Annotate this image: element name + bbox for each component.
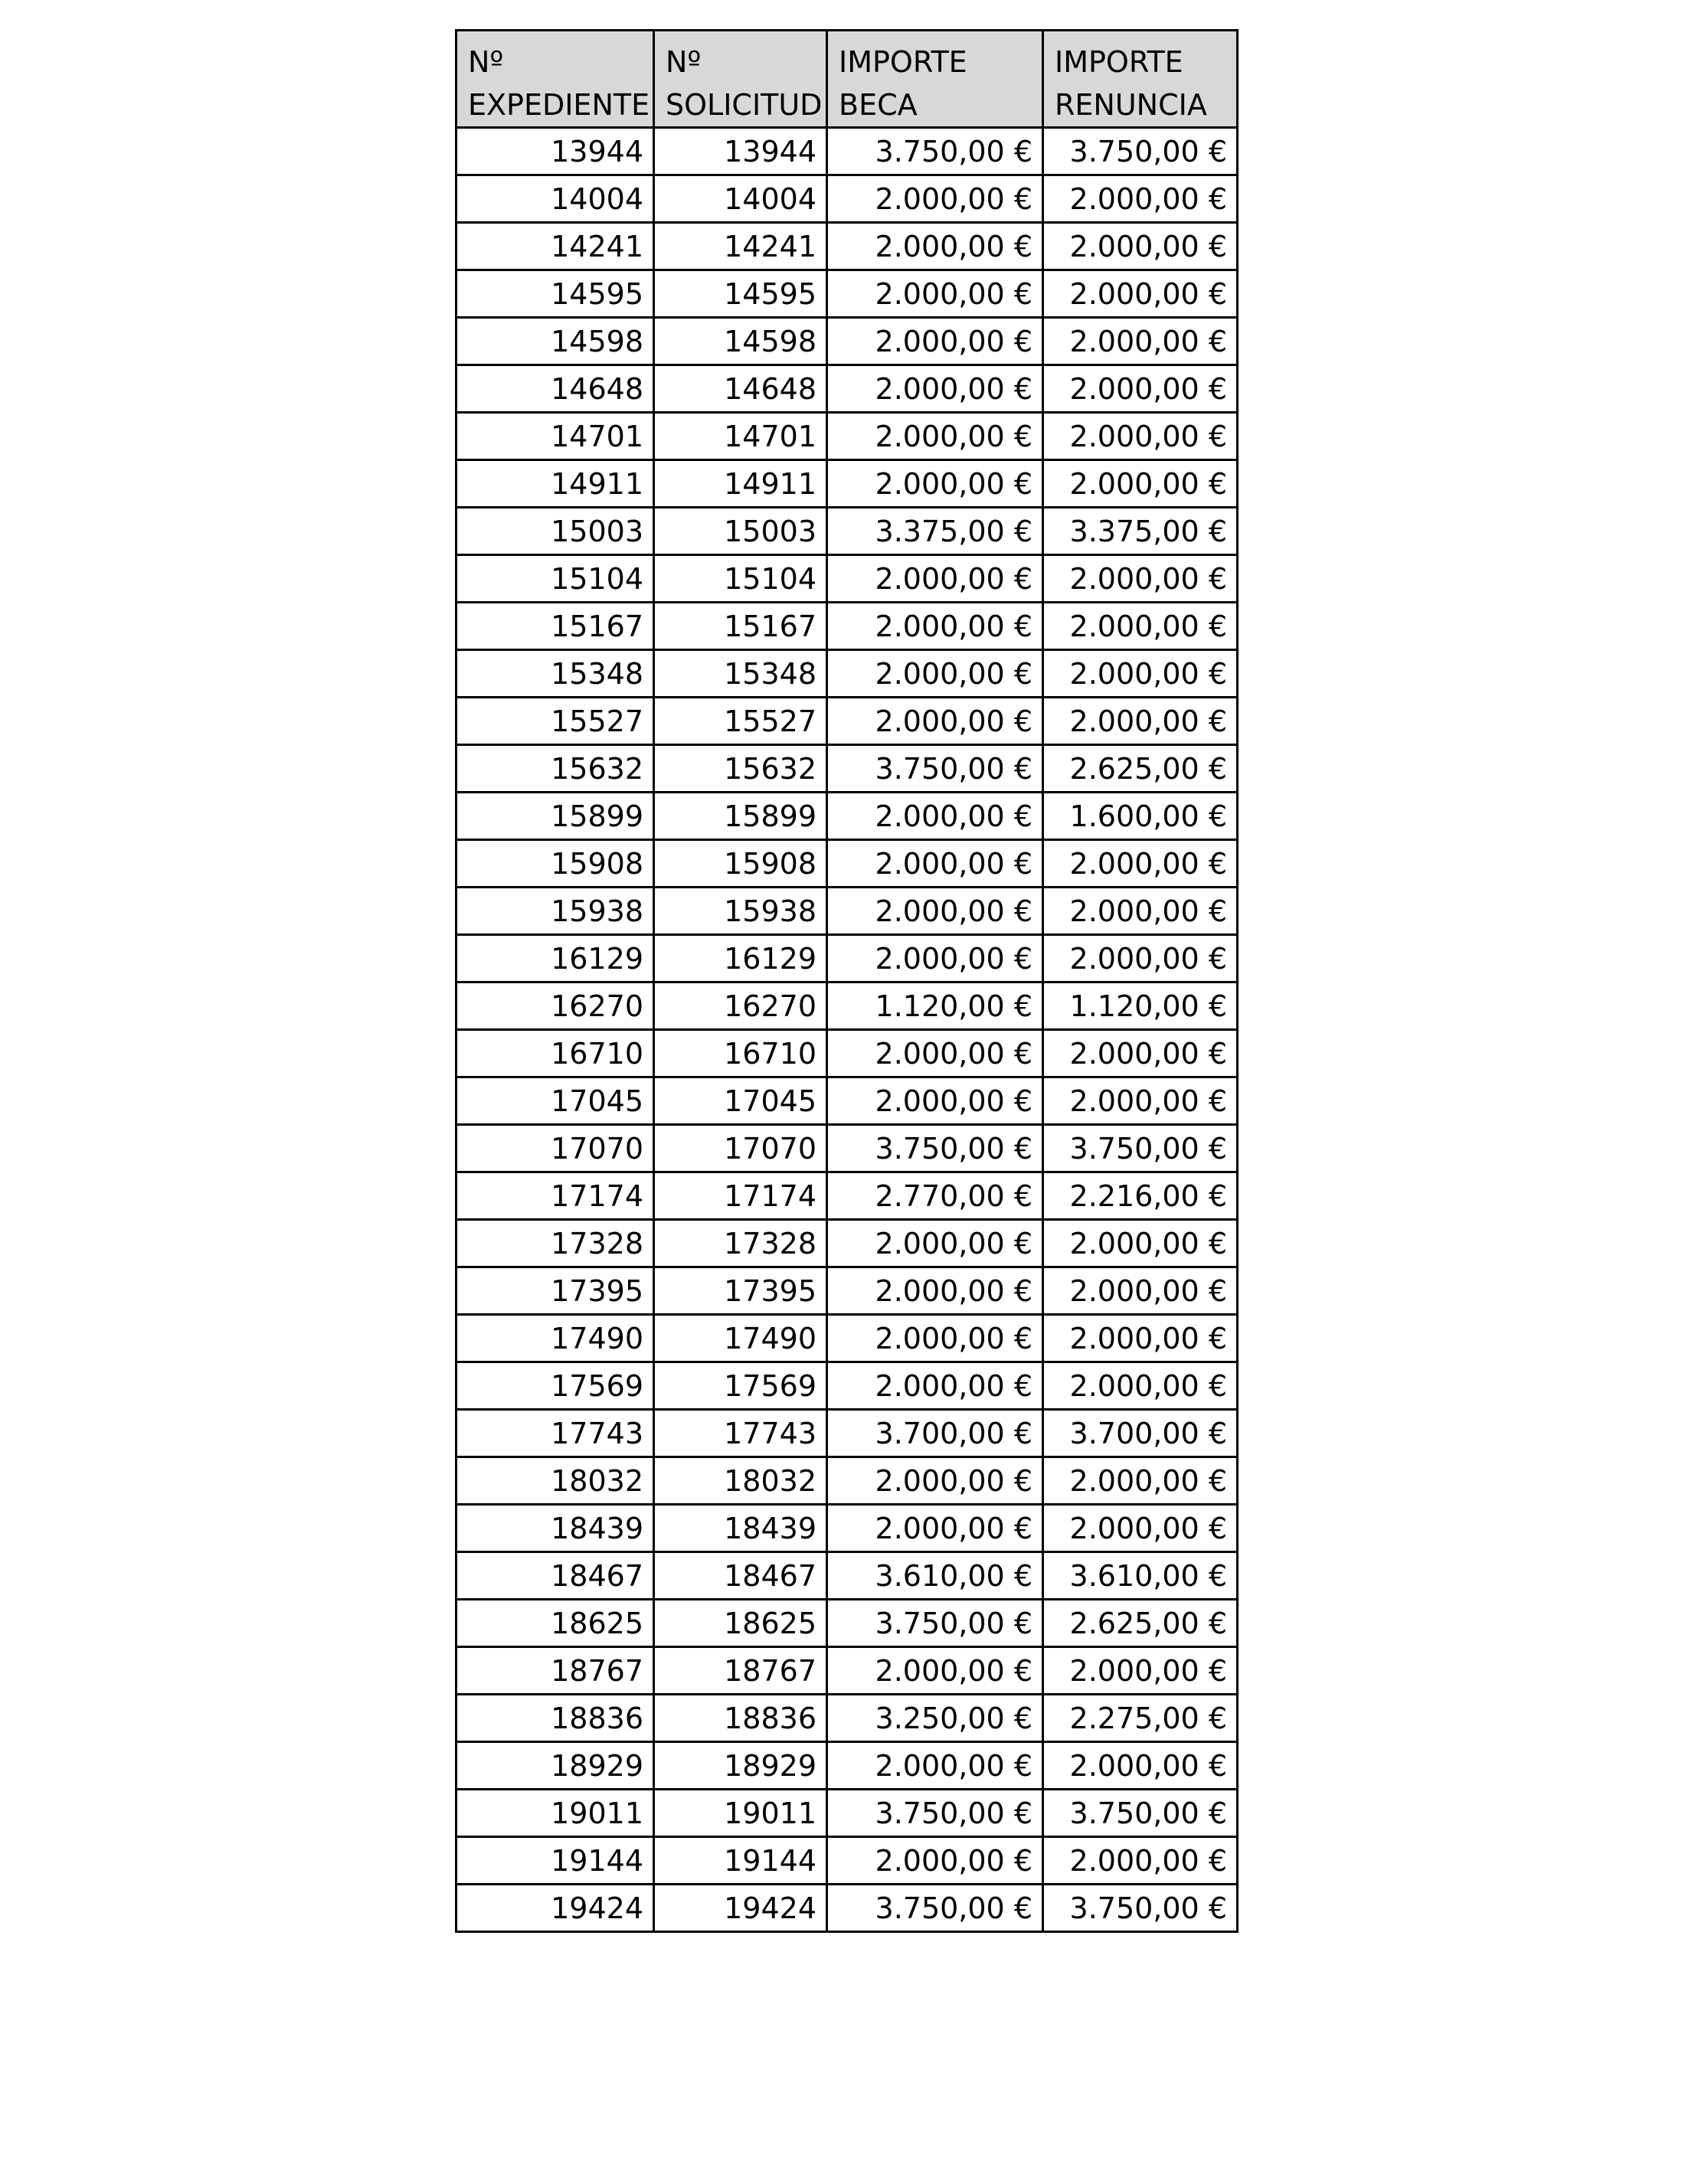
- cell-expediente: 18032: [456, 1457, 654, 1505]
- header-solicitud: [654, 31, 827, 128]
- cell-solicitud: 17174: [654, 1172, 827, 1220]
- cell-importe-beca: 3.700,00 €: [827, 1410, 1043, 1457]
- cell-expediente: 18836: [456, 1695, 654, 1742]
- cell-solicitud: 15632: [654, 745, 827, 793]
- cell-expediente: 17328: [456, 1220, 654, 1267]
- renuncias-table: [455, 29, 1239, 1933]
- cell-importe-beca: 3.750,00 €: [827, 128, 1043, 175]
- cell-importe-beca: 2.000,00 €: [827, 650, 1043, 698]
- cell-importe-renuncia: 3.750,00 €: [1043, 1790, 1238, 1837]
- cell-importe-renuncia: 2.000,00 €: [1043, 1837, 1238, 1885]
- table-row: [456, 1077, 1238, 1125]
- cell-solicitud: 15003: [654, 508, 827, 555]
- cell-expediente: 16129: [456, 935, 654, 982]
- cell-expediente: 19011: [456, 1790, 654, 1837]
- cell-expediente: 18767: [456, 1647, 654, 1695]
- table-row: [456, 460, 1238, 508]
- cell-importe-beca: 2.000,00 €: [827, 175, 1043, 223]
- cell-expediente: 17070: [456, 1125, 654, 1172]
- cell-importe-renuncia: 2.275,00 €: [1043, 1695, 1238, 1742]
- cell-importe-beca: 3.750,00 €: [827, 745, 1043, 793]
- table-row: [456, 745, 1238, 793]
- cell-importe-beca: 3.375,00 €: [827, 508, 1043, 555]
- cell-importe-renuncia: 2.000,00 €: [1043, 460, 1238, 508]
- table-row: [456, 413, 1238, 460]
- cell-expediente: 18467: [456, 1552, 654, 1600]
- cell-importe-beca: 2.000,00 €: [827, 603, 1043, 650]
- cell-expediente: 16270: [456, 982, 654, 1030]
- table-row: [456, 1790, 1238, 1837]
- cell-importe-renuncia: 2.625,00 €: [1043, 745, 1238, 793]
- table-row: [456, 175, 1238, 223]
- cell-solicitud: 16710: [654, 1030, 827, 1077]
- cell-importe-beca: 2.000,00 €: [827, 1837, 1043, 1885]
- table-row: [456, 223, 1238, 270]
- cell-expediente: 15908: [456, 840, 654, 888]
- header-importe-beca-line1: IMPORTE: [839, 45, 967, 79]
- cell-solicitud: 14598: [654, 318, 827, 365]
- cell-importe-renuncia: 2.000,00 €: [1043, 698, 1238, 745]
- cell-importe-beca: 2.000,00 €: [827, 840, 1043, 888]
- cell-importe-renuncia: 2.000,00 €: [1043, 1315, 1238, 1362]
- cell-expediente: 15104: [456, 555, 654, 603]
- table-row: [456, 1267, 1238, 1315]
- header-importe-renuncia-line1: IMPORTE: [1055, 45, 1183, 79]
- cell-importe-beca: 2.000,00 €: [827, 698, 1043, 745]
- cell-expediente: 14648: [456, 365, 654, 413]
- cell-expediente: 14701: [456, 413, 654, 460]
- cell-importe-beca: 2.000,00 €: [827, 1505, 1043, 1552]
- table-row: [456, 1362, 1238, 1410]
- cell-importe-beca: 2.000,00 €: [827, 555, 1043, 603]
- cell-importe-renuncia: 2.000,00 €: [1043, 555, 1238, 603]
- cell-solicitud: 14648: [654, 365, 827, 413]
- cell-importe-renuncia: 3.610,00 €: [1043, 1552, 1238, 1600]
- cell-solicitud: 14911: [654, 460, 827, 508]
- cell-importe-beca: 2.000,00 €: [827, 1077, 1043, 1125]
- cell-importe-beca: 3.750,00 €: [827, 1790, 1043, 1837]
- header-importe-renuncia-line2: RENUNCIA: [1055, 88, 1207, 122]
- table-row: [456, 1837, 1238, 1885]
- cell-expediente: 18625: [456, 1600, 654, 1647]
- cell-solicitud: 14004: [654, 175, 827, 223]
- cell-importe-beca: 2.000,00 €: [827, 1220, 1043, 1267]
- table-row: [456, 555, 1238, 603]
- cell-expediente: 18929: [456, 1742, 654, 1790]
- cell-solicitud: 15899: [654, 793, 827, 840]
- table-row: [456, 1505, 1238, 1552]
- cell-solicitud: 18467: [654, 1552, 827, 1600]
- table-row: [456, 1600, 1238, 1647]
- table-row: [456, 1647, 1238, 1695]
- cell-expediente: 15167: [456, 603, 654, 650]
- cell-expediente: 13944: [456, 128, 654, 175]
- cell-importe-renuncia: 2.000,00 €: [1043, 365, 1238, 413]
- cell-expediente: 17045: [456, 1077, 654, 1125]
- cell-expediente: 15527: [456, 698, 654, 745]
- cell-importe-renuncia: 2.000,00 €: [1043, 413, 1238, 460]
- cell-expediente: 14241: [456, 223, 654, 270]
- cell-importe-renuncia: 2.000,00 €: [1043, 603, 1238, 650]
- cell-solicitud: 17328: [654, 1220, 827, 1267]
- header-expediente-line2: EXPEDIENTE: [468, 88, 650, 122]
- table-row: [456, 935, 1238, 982]
- cell-importe-renuncia: 2.000,00 €: [1043, 1077, 1238, 1125]
- cell-importe-beca: 2.000,00 €: [827, 1457, 1043, 1505]
- header-expediente: [456, 31, 654, 128]
- cell-solicitud: 14701: [654, 413, 827, 460]
- header-solicitud-line2: SOLICITUD: [666, 88, 823, 122]
- cell-importe-renuncia: 2.000,00 €: [1043, 1647, 1238, 1695]
- cell-importe-beca: 2.000,00 €: [827, 318, 1043, 365]
- cell-importe-beca: 3.250,00 €: [827, 1695, 1043, 1742]
- cell-importe-beca: 2.000,00 €: [827, 413, 1043, 460]
- cell-importe-beca: 2.000,00 €: [827, 460, 1043, 508]
- table-row: [456, 1030, 1238, 1077]
- cell-solicitud: 19424: [654, 1885, 827, 1932]
- table-row: [456, 650, 1238, 698]
- cell-importe-renuncia: 2.000,00 €: [1043, 1220, 1238, 1267]
- cell-importe-beca: 2.000,00 €: [827, 1030, 1043, 1077]
- cell-solicitud: 18439: [654, 1505, 827, 1552]
- cell-importe-beca: 3.750,00 €: [827, 1125, 1043, 1172]
- header-importe-renuncia: [1043, 31, 1238, 128]
- cell-importe-beca: 2.000,00 €: [827, 793, 1043, 840]
- table-row: [456, 840, 1238, 888]
- table-row: [456, 603, 1238, 650]
- table-row: [456, 1885, 1238, 1932]
- cell-expediente: 16710: [456, 1030, 654, 1077]
- cell-solicitud: 14595: [654, 270, 827, 318]
- cell-importe-beca: 2.000,00 €: [827, 223, 1043, 270]
- cell-importe-renuncia: 2.000,00 €: [1043, 1505, 1238, 1552]
- cell-importe-renuncia: 3.750,00 €: [1043, 1885, 1238, 1932]
- cell-importe-renuncia: 3.750,00 €: [1043, 1125, 1238, 1172]
- cell-solicitud: 17743: [654, 1410, 827, 1457]
- cell-expediente: 14595: [456, 270, 654, 318]
- cell-importe-renuncia: 2.000,00 €: [1043, 888, 1238, 935]
- cell-importe-beca: 2.000,00 €: [827, 1267, 1043, 1315]
- cell-importe-renuncia: 2.000,00 €: [1043, 1267, 1238, 1315]
- cell-solicitud: 17395: [654, 1267, 827, 1315]
- cell-importe-renuncia: 3.700,00 €: [1043, 1410, 1238, 1457]
- cell-solicitud: 18836: [654, 1695, 827, 1742]
- table-row: [456, 1552, 1238, 1600]
- table-row: [456, 1695, 1238, 1742]
- cell-solicitud: 15527: [654, 698, 827, 745]
- cell-solicitud: 14241: [654, 223, 827, 270]
- cell-expediente: 17569: [456, 1362, 654, 1410]
- table-row: [456, 1125, 1238, 1172]
- cell-solicitud: 13944: [654, 128, 827, 175]
- cell-importe-renuncia: 2.625,00 €: [1043, 1600, 1238, 1647]
- cell-expediente: 19424: [456, 1885, 654, 1932]
- cell-importe-renuncia: 2.000,00 €: [1043, 223, 1238, 270]
- cell-importe-renuncia: 2.000,00 €: [1043, 1742, 1238, 1790]
- table-row: [456, 1410, 1238, 1457]
- cell-solicitud: 17070: [654, 1125, 827, 1172]
- cell-expediente: 17174: [456, 1172, 654, 1220]
- table-row: [456, 318, 1238, 365]
- cell-expediente: 15632: [456, 745, 654, 793]
- cell-importe-renuncia: 2.000,00 €: [1043, 1030, 1238, 1077]
- cell-expediente: 15348: [456, 650, 654, 698]
- cell-solicitud: 18032: [654, 1457, 827, 1505]
- table-row: [456, 793, 1238, 840]
- cell-expediente: 14598: [456, 318, 654, 365]
- cell-importe-renuncia: 1.120,00 €: [1043, 982, 1238, 1030]
- cell-importe-renuncia: 2.216,00 €: [1043, 1172, 1238, 1220]
- cell-solicitud: 15104: [654, 555, 827, 603]
- cell-importe-renuncia: 2.000,00 €: [1043, 935, 1238, 982]
- cell-expediente: 14911: [456, 460, 654, 508]
- cell-solicitud: 15908: [654, 840, 827, 888]
- cell-expediente: 14004: [456, 175, 654, 223]
- cell-solicitud: 18625: [654, 1600, 827, 1647]
- cell-importe-beca: 3.750,00 €: [827, 1885, 1043, 1932]
- cell-solicitud: 17569: [654, 1362, 827, 1410]
- table-row: [456, 1172, 1238, 1220]
- cell-importe-renuncia: 2.000,00 €: [1043, 1457, 1238, 1505]
- cell-importe-beca: 2.000,00 €: [827, 270, 1043, 318]
- cell-importe-beca: 2.770,00 €: [827, 1172, 1043, 1220]
- cell-solicitud: 17045: [654, 1077, 827, 1125]
- cell-expediente: 18439: [456, 1505, 654, 1552]
- table-row: [456, 128, 1238, 175]
- cell-importe-renuncia: 2.000,00 €: [1043, 1362, 1238, 1410]
- cell-expediente: 19144: [456, 1837, 654, 1885]
- cell-importe-renuncia: 3.375,00 €: [1043, 508, 1238, 555]
- cell-importe-beca: 2.000,00 €: [827, 1742, 1043, 1790]
- cell-solicitud: 16129: [654, 935, 827, 982]
- cell-importe-renuncia: 2.000,00 €: [1043, 650, 1238, 698]
- cell-importe-beca: 2.000,00 €: [827, 1315, 1043, 1362]
- table-row: [456, 1457, 1238, 1505]
- cell-importe-renuncia: 3.750,00 €: [1043, 128, 1238, 175]
- cell-importe-beca: 2.000,00 €: [827, 365, 1043, 413]
- table-body: [456, 128, 1238, 1932]
- cell-solicitud: 19144: [654, 1837, 827, 1885]
- table-row: [456, 1742, 1238, 1790]
- table-row: [456, 270, 1238, 318]
- table-row: [456, 698, 1238, 745]
- cell-expediente: 15938: [456, 888, 654, 935]
- table-row: [456, 888, 1238, 935]
- cell-importe-renuncia: 2.000,00 €: [1043, 270, 1238, 318]
- table-row: [456, 1315, 1238, 1362]
- cell-importe-renuncia: 2.000,00 €: [1043, 175, 1238, 223]
- cell-importe-renuncia: 1.600,00 €: [1043, 793, 1238, 840]
- cell-importe-beca: 2.000,00 €: [827, 888, 1043, 935]
- header-importe-beca: [827, 31, 1043, 128]
- cell-importe-beca: 2.000,00 €: [827, 1647, 1043, 1695]
- cell-importe-beca: 2.000,00 €: [827, 1362, 1043, 1410]
- cell-solicitud: 15348: [654, 650, 827, 698]
- cell-solicitud: 19011: [654, 1790, 827, 1837]
- cell-importe-beca: 3.750,00 €: [827, 1600, 1043, 1647]
- table-row: [456, 982, 1238, 1030]
- cell-solicitud: 15167: [654, 603, 827, 650]
- cell-importe-beca: 2.000,00 €: [827, 935, 1043, 982]
- header-solicitud-line1: Nº: [666, 45, 702, 79]
- header-row: [456, 31, 1238, 128]
- cell-solicitud: 16270: [654, 982, 827, 1030]
- cell-solicitud: 18929: [654, 1742, 827, 1790]
- cell-solicitud: 18767: [654, 1647, 827, 1695]
- cell-expediente: 15899: [456, 793, 654, 840]
- table-row: [456, 508, 1238, 555]
- cell-importe-renuncia: 2.000,00 €: [1043, 840, 1238, 888]
- cell-expediente: 15003: [456, 508, 654, 555]
- cell-importe-renuncia: 2.000,00 €: [1043, 318, 1238, 365]
- cell-solicitud: 15938: [654, 888, 827, 935]
- cell-importe-beca: 3.610,00 €: [827, 1552, 1043, 1600]
- cell-expediente: 17490: [456, 1315, 654, 1362]
- table-row: [456, 365, 1238, 413]
- cell-expediente: 17395: [456, 1267, 654, 1315]
- table-row: [456, 1220, 1238, 1267]
- cell-expediente: 17743: [456, 1410, 654, 1457]
- header-expediente-line1: Nº: [468, 45, 504, 79]
- header-importe-beca-line2: BECA: [839, 88, 918, 122]
- cell-solicitud: 17490: [654, 1315, 827, 1362]
- cell-importe-beca: 1.120,00 €: [827, 982, 1043, 1030]
